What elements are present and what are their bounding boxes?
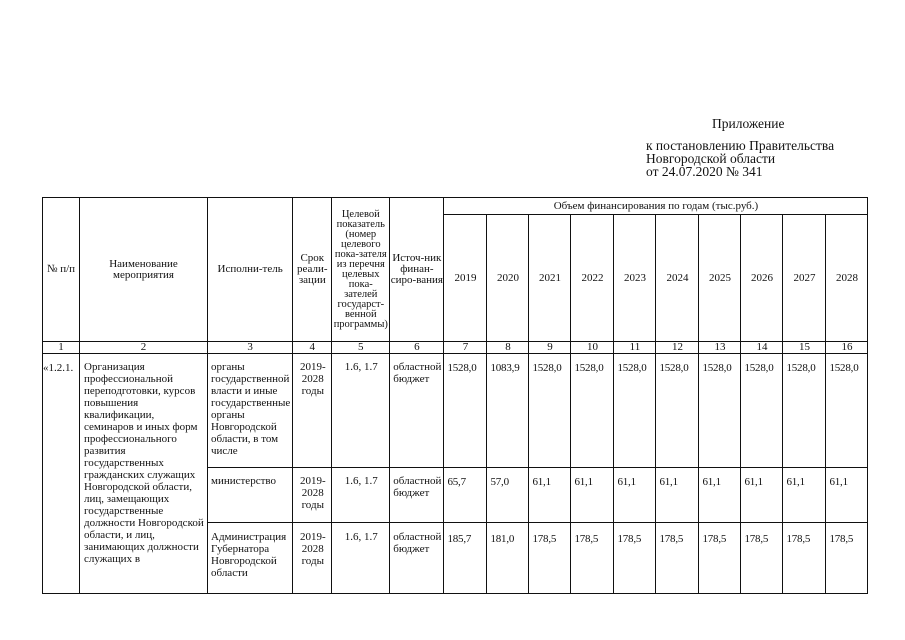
value-cell: 178,5 [529,523,571,594]
value-cell: 61,1 [571,468,614,523]
item-name: Организация профессиональной переподготовки, курсов повышения квалификации, семинаров и иных форм профессионального развития государственных гражданских служащих Новгородской области, лиц, замещающих государственные должности Новгородской области, и лиц, занимающих должности служащих в [80,354,208,594]
year-2024: 2024 [656,215,699,342]
appendix-line-1: к постановлению Правительства [646,138,835,153]
value-cell: 61,1 [614,468,656,523]
col-number: 15 [783,342,826,354]
appendix-block [646,117,834,178]
col-number: 7 [444,342,487,354]
value-cell: 61,1 [741,468,783,523]
executor-cell: Администрация Губернатора Новгородской области [208,523,293,594]
header-executor: Исполни-тель [208,198,293,342]
value-cell: 61,1 [699,468,741,523]
header-term: Срок реали-зации [293,198,332,342]
executor-cell: органы государственной власти и иные государственные органы Новгородской области, в том числе [208,354,293,468]
col-number: 10 [571,342,614,354]
value-cell: 181,0 [487,523,529,594]
value-cell: 178,5 [826,523,868,594]
col-number: 16 [826,342,868,354]
value-cell: 178,5 [656,523,699,594]
col-number: 3 [208,342,293,354]
col-number: 8 [487,342,529,354]
col-number: 14 [741,342,783,354]
year-2026: 2026 [741,215,783,342]
value-cell: 1528,0 [783,354,826,468]
appendix-line-2: Новгородской области [646,151,776,166]
term-cell: 2019-2028 годы [293,523,332,594]
col-number: 2 [80,342,208,354]
value-cell: 61,1 [529,468,571,523]
year-2025: 2025 [699,215,741,342]
year-2021: 2021 [529,215,571,342]
header-funding: Объем финансирования по годам (тыс.руб.) [444,198,868,215]
source-cell: областной бюджет [390,354,444,468]
value-cell: 185,7 [444,523,487,594]
source-cell: областной бюджет [390,523,444,594]
value-cell: 1528,0 [656,354,699,468]
year-2023: 2023 [614,215,656,342]
value-cell: 61,1 [656,468,699,523]
col-number: 13 [699,342,741,354]
header-name: Наименование мероприятия [80,198,208,342]
target-cell: 1.6, 1.7 [332,523,390,594]
table-row [43,354,868,468]
col-number: 12 [656,342,699,354]
year-2022: 2022 [571,215,614,342]
value-cell: 1528,0 [529,354,571,468]
appendix-title: Приложение [712,116,785,131]
header-num: № п/п [43,198,80,342]
value-cell: 178,5 [614,523,656,594]
year-2019: 2019 [444,215,487,342]
value-cell: 61,1 [826,468,868,523]
appendix-line-3: от 24.07.2020 № 341 [646,164,763,179]
header-target: Целевой показатель (номер целевого пока-зателя из перечня целевых пока-зателей государст-венной программы) [332,198,390,342]
item-number: «1.2.1. [43,354,80,594]
value-cell: 178,5 [699,523,741,594]
col-number: 6 [390,342,444,354]
target-cell: 1.6, 1.7 [332,354,390,468]
value-cell: 1528,0 [699,354,741,468]
value-cell: 57,0 [487,468,529,523]
value-cell: 178,5 [741,523,783,594]
value-cell: 1528,0 [571,354,614,468]
value-cell: 1083,9 [487,354,529,468]
term-cell: 2019-2028 годы [293,468,332,523]
column-numbers-row [43,342,868,354]
source-cell: областной бюджет [390,468,444,523]
target-cell: 1.6, 1.7 [332,468,390,523]
col-number: 11 [614,342,656,354]
value-cell: 1528,0 [826,354,868,468]
col-number: 1 [43,342,80,354]
year-2020: 2020 [487,215,529,342]
value-cell: 65,7 [444,468,487,523]
value-cell: 1528,0 [614,354,656,468]
year-2027: 2027 [783,215,826,342]
year-2028: 2028 [826,215,868,342]
header-source: Источ-ник финан-сиро-вания [390,198,444,342]
term-cell: 2019-2028 годы [293,354,332,468]
value-cell: 178,5 [571,523,614,594]
funding-table [42,197,868,594]
col-number: 5 [332,342,390,354]
value-cell: 1528,0 [741,354,783,468]
col-number: 4 [293,342,332,354]
executor-cell: министерство [208,468,293,523]
value-cell: 61,1 [783,468,826,523]
value-cell: 1528,0 [444,354,487,468]
col-number: 9 [529,342,571,354]
value-cell: 178,5 [783,523,826,594]
